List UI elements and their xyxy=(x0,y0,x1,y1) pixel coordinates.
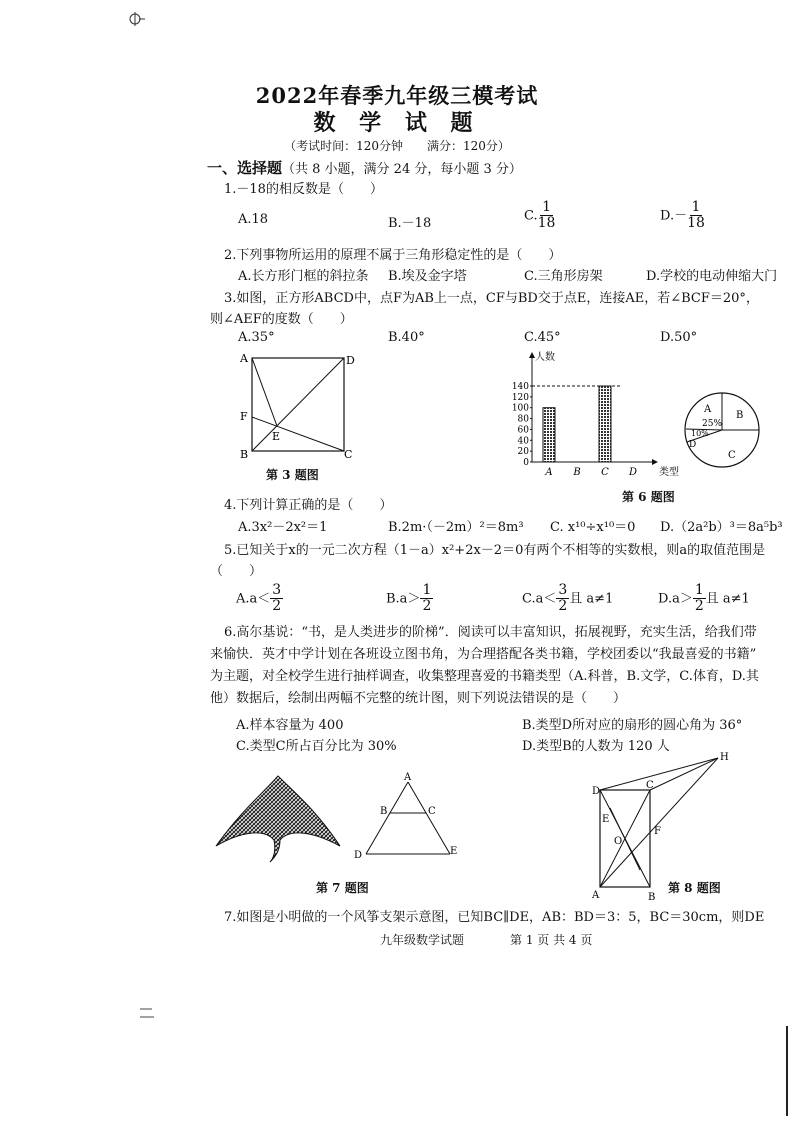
exam-title: 2022年春季九年级三模考试 xyxy=(255,83,539,108)
label-c: C xyxy=(344,448,353,461)
footer-page: 第 1 页 共 4 页 xyxy=(510,933,593,947)
q4-option-b: B.2m·（－2m）²＝8m³ xyxy=(388,520,524,535)
section-title: 一、选择题 xyxy=(207,159,283,177)
exam-info: （考试时间：120分钟 满分：120分） xyxy=(284,139,510,153)
footer-left: 九年级数学试题 xyxy=(380,933,465,947)
q2-stem: 2.下列事物所运用的原理不属于三角形稳定性的是（ ） xyxy=(224,248,562,263)
fraction: $\frac{1}{2}$ xyxy=(422,582,432,615)
q6-paragraph xyxy=(210,622,784,710)
x-category-label: D xyxy=(628,467,638,478)
q1-option-d: D.－ $\frac{1}{18}$ xyxy=(660,199,705,232)
y-axis-title: 人数 xyxy=(535,352,555,363)
segment-cf xyxy=(252,417,344,451)
figure-3-caption: 第 3 题图 xyxy=(266,468,319,482)
q1-stem: 1.－18的相反数是（ ） xyxy=(224,182,383,197)
pie-label-c: C xyxy=(728,450,736,461)
fraction: $\frac{1}{2}$ xyxy=(694,582,704,615)
q2-option-a: A.长方形门框的斜拉条 xyxy=(238,269,369,284)
fraction: $\frac{1}{18}$ xyxy=(537,199,556,232)
q5-paren: （ ） xyxy=(210,564,263,579)
pie-label-b: B xyxy=(736,410,744,421)
bar-c xyxy=(599,386,611,462)
segment-ae xyxy=(252,358,277,426)
pie-pct-d: 10% xyxy=(691,429,709,438)
figure-6-pie-chart xyxy=(682,390,766,474)
q5-option-d: D.a＞ $\frac{1}{2}$ 且 a≠1 xyxy=(658,582,750,615)
q1-option-a: A.18 xyxy=(238,212,269,227)
x-category-labels xyxy=(544,467,637,478)
y-tick-label: 40 xyxy=(517,436,529,447)
fraction: $\frac{3}{2}$ xyxy=(272,582,282,615)
y-tick-label: 120 xyxy=(511,392,529,403)
binding-mark-icon xyxy=(126,10,146,30)
label-b: B xyxy=(240,448,249,461)
q3-line1: 3.如图，正方形ABCD中，点F为AB上一点，CF与BD交于点E，连接AE，若∠BCF＝20°， xyxy=(224,291,759,306)
segment-ah xyxy=(600,758,718,887)
label-d: D xyxy=(354,850,363,861)
label-h: H xyxy=(720,752,729,763)
label-a: A xyxy=(592,890,600,901)
q2-option-b: B.埃及金字塔 xyxy=(388,269,467,284)
side-ae xyxy=(408,782,450,854)
q2-option-d: D.学校的电动伸缩大门 xyxy=(646,269,778,284)
figure-3-square xyxy=(232,350,362,462)
y-tick-label: 60 xyxy=(517,425,529,436)
label-a: A xyxy=(240,352,248,365)
q6-line1: 6.高尔基说：“书，是人类进步的阶梯”．阅读可以丰富知识，拓展视野，充实生活，给我们带 xyxy=(224,625,757,640)
q6-option-c: C.类型C所占百分比为 30% xyxy=(236,739,397,754)
y-tick-label: 80 xyxy=(517,414,529,425)
bars xyxy=(543,386,611,462)
kite-shape xyxy=(216,776,340,862)
x-category-label: B xyxy=(573,467,581,478)
y-tick-label: 0 xyxy=(523,458,529,468)
section-heading xyxy=(207,157,522,178)
q1-option-c: C. $\frac{1}{18}$ xyxy=(524,199,556,232)
y-tick-label: 140 xyxy=(511,382,529,392)
label-b: B xyxy=(380,806,388,817)
q3-option-b: B.40° xyxy=(388,330,425,345)
label-e: E xyxy=(602,814,610,825)
q6-line4: 他）数据后，绘制出两幅不完整的统计图，则下列说法错误的是（ ） xyxy=(210,691,627,706)
q6-line2: 来愉快．英才中学计划在各班设立图书角，为合理搭配各类书籍，学校团委以“我最喜爱的书籍” xyxy=(210,647,757,662)
q5-option-c: C.a＜ $\frac{3}{2}$ 且 a≠1 xyxy=(522,582,614,615)
label-a: A xyxy=(404,772,412,783)
segment-dh xyxy=(600,758,718,790)
fraction: $\frac{1}{18}$ xyxy=(687,199,705,232)
q3-option-d: D.50° xyxy=(660,330,698,345)
q4-stem: 4.下列计算正确的是（ ） xyxy=(224,498,393,513)
label-c: C xyxy=(646,780,654,791)
q5-stem: 5.已知关于x的一元二次方程（1－a）x²+2x－2＝0有两个不相等的实数根，则a的取值范围是 xyxy=(224,543,766,558)
label-f: F xyxy=(240,410,248,423)
diagonal-bd xyxy=(252,358,344,451)
q1-option-b: B.－18 xyxy=(388,216,432,231)
label-e: E xyxy=(272,430,281,443)
q6-option-b: B.类型D所对应的扇形的圆心角为 36° xyxy=(522,718,743,733)
label-c: C xyxy=(428,806,436,817)
q3-option-a: A.35° xyxy=(238,330,275,345)
x-axis-title: 类型 xyxy=(659,467,679,478)
q6-option-a: A.样本容量为 400 xyxy=(236,718,344,733)
y-tick-label: 100 xyxy=(511,403,529,414)
q5-option-b: B.a＞ $\frac{1}{2}$ xyxy=(386,582,432,615)
q7-stem: 7.如图是小明做的一个风筝支架示意图，已知BC∥DE，AB：BD＝3：5，BC＝30cm，则DE xyxy=(224,910,765,925)
q5-option-a: A.a＜ $\frac{3}{2}$ xyxy=(236,582,282,615)
fraction: $\frac{3}{2}$ xyxy=(558,582,568,615)
label-o: O xyxy=(614,836,623,847)
bar-a xyxy=(543,408,555,462)
figure-6-bar-chart xyxy=(502,350,688,482)
x-axis-arrow-icon xyxy=(652,459,658,465)
y-tick-label: 20 xyxy=(517,447,529,458)
pie-label-a: A xyxy=(704,404,712,415)
q6-option-d: D.类型B的人数为 120 人 xyxy=(522,739,670,754)
q3-option-c: C.45° xyxy=(524,330,561,345)
x-category-label: C xyxy=(601,467,609,478)
x-category-label: A xyxy=(545,467,553,478)
q4-option-a: A.3x²－2x²＝1 xyxy=(238,520,328,535)
exam-subtitle: 数 学 试 题 xyxy=(313,110,481,136)
figure-7-triangle xyxy=(348,772,464,864)
figure-6-caption: 第 6 题图 xyxy=(622,490,675,504)
pie-pct-a: 25% xyxy=(702,419,723,429)
label-b: B xyxy=(648,892,656,903)
scan-edge-line xyxy=(786,1026,788,1116)
q4-option-c: C. x¹⁰÷x¹⁰＝0 xyxy=(550,520,636,535)
side-ad xyxy=(366,782,408,854)
label-f: F xyxy=(654,826,661,837)
figure-8-caption: 第 8 题图 xyxy=(668,881,721,895)
label-d: D xyxy=(592,786,601,797)
q4-option-d: D.（2a²b）³＝8a⁵b³ xyxy=(660,520,783,535)
section-note: （共 8 小题，满分 24 分，每小题 3 分） xyxy=(282,162,522,177)
figure-7-caption: 第 7 题图 xyxy=(316,881,369,895)
label-e: E xyxy=(450,846,458,857)
margin-mark xyxy=(140,1004,156,1016)
q3-line2: 则∠AEF的度数（ ） xyxy=(210,312,353,327)
pie-label-d: D xyxy=(689,440,697,450)
figure-7-kite xyxy=(212,770,346,866)
label-d: D xyxy=(346,354,355,367)
q2-option-c: C.三角形房架 xyxy=(524,269,603,284)
q6-line3: 为主题，对全校学生进行抽样调查，收集整理喜爱的书籍类型（A.科普，B.文学，C.体育，D.其 xyxy=(210,669,759,684)
